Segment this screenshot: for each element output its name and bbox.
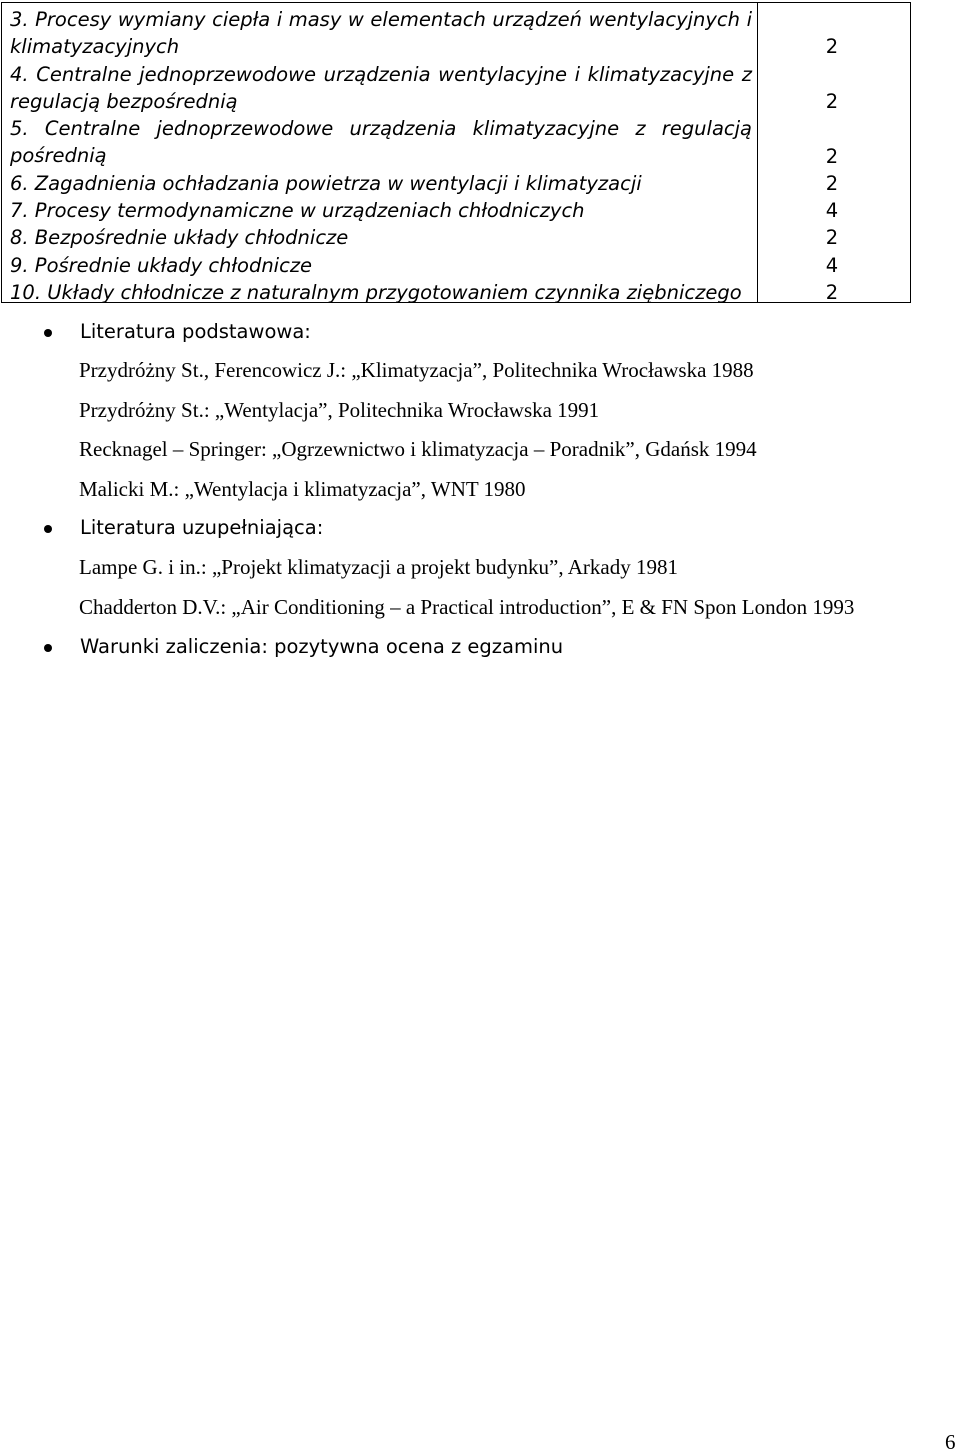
warunki-zaliczenia: Warunki zaliczenia: pozytywna ocena z egzaminu [80,635,564,658]
topics-column [10,6,752,306]
topic-hours: 2 [825,35,839,59]
reference-item: Przydróżny St., Ferencowicz J.: „Klimatyzacja”, Politechnika Wrocławska 1988 [79,358,754,382]
page-number: 6 [945,1430,956,1454]
reference-item: Chadderton D.V.: „Air Conditioning – a Practical introduction”, E & FN Spon London 1993 [79,595,855,619]
column-divider [757,3,758,302]
topic-hours: 4 [825,253,839,277]
topic-hours: 2 [825,89,839,113]
topic-item: 9. Pośrednie układy chłodnicze [10,253,313,277]
topic-hours: 2 [825,281,839,304]
topic-hours: 4 [825,199,839,223]
topic-item: 4. Centralne jednoprzewodowe urządzenia wentylacyjne i klimatyzacyjne z regulacją bezpośrednią [10,62,752,113]
topic-item: 10. Układy chłodnicze z naturalnym przygotowaniem czynnika ziębniczego [10,280,742,304]
reference-item: Przydróżny St.: „Wentylacja”, Politechnika Wrocławska 1991 [79,398,600,422]
topic-item: 5. Centralne jednoprzewodowe urządzenia klimatyzacyjne z regulacją pośrednią [10,117,752,168]
reference-item: Recknagel – Springer: „Ogrzewnictwo i klimatyzacja – Poradnik”, Gdańsk 1994 [79,437,757,461]
reference-item: Lampe G. i in.: „Projekt klimatyzacji a projekt budynku”, Arkady 1981 [79,555,678,579]
topic-item: 7. Procesy termodynamiczne w urządzeniach chłodniczych [10,199,585,223]
topic-hours: 2 [825,226,839,250]
bullet-icon [44,525,52,533]
bullet-icon [44,644,52,652]
topic-item: 3. Procesy wymiany ciepła i masy w elementach urządzeń wentylacyjnych i klimatyzacyjnych [10,8,752,59]
topic-hours: 2 [825,171,839,195]
literatura-uzupelniajaca-label: Literatura uzupełniająca: [80,516,324,539]
syllabus-topics-table [1,2,911,303]
reference-item: Malicki M.: „Wentylacja i klimatyzacja”, WNT 1980 [79,477,526,501]
bullet-icon [44,329,52,337]
topic-item: 6. Zagadnienia ochładzania powietrza w wentylacji i klimatyzacji [10,171,642,195]
literatura-podstawowa-label: Literatura podstawowa: [80,320,311,343]
topic-hours: 2 [825,144,839,168]
topic-item: 8. Bezpośrednie układy chłodnicze [10,226,349,250]
